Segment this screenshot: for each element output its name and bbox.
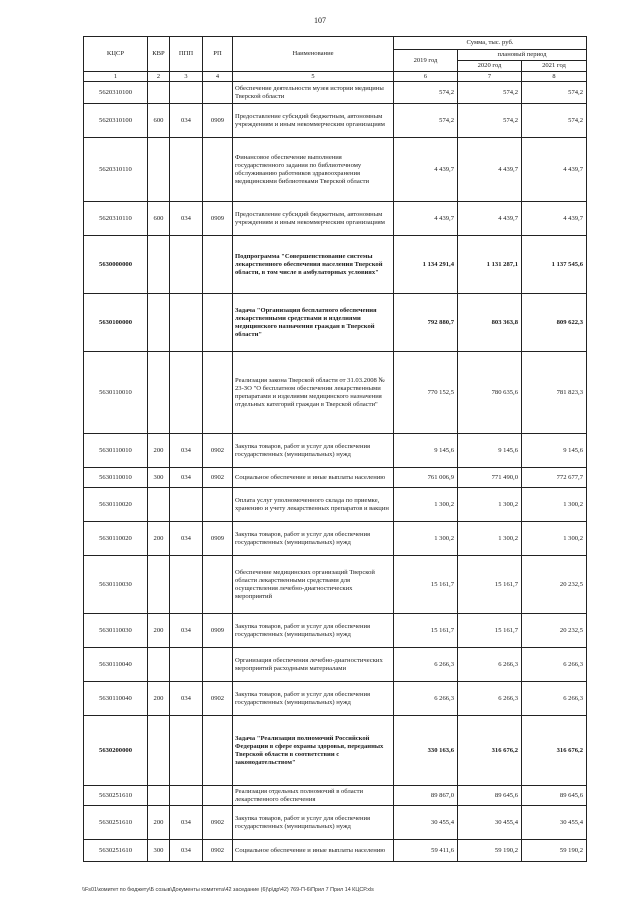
table-row	[84, 294, 587, 352]
cell-2019: 1 300,2	[394, 522, 458, 556]
table-row	[84, 556, 587, 614]
column-number: 4	[203, 72, 233, 82]
table-row	[84, 522, 587, 556]
cell-ppp	[170, 716, 203, 786]
cell-2020: 15 161,7	[458, 614, 522, 648]
cell-2021: 20 232,5	[522, 556, 587, 614]
cell-2021: 6 266,3	[522, 648, 587, 682]
cell-kcsr: 5620310110	[84, 138, 148, 202]
cell-ppp: 034	[170, 614, 203, 648]
cell-rp	[203, 294, 233, 352]
cell-name: Реализация отдельных полномочий в области лекарственного обеспечения	[233, 786, 394, 806]
cell-kvr	[148, 648, 170, 682]
cell-kcsr: 5620310100	[84, 82, 148, 104]
cell-ppp: 034	[170, 202, 203, 236]
cell-kvr: 200	[148, 434, 170, 468]
cell-rp	[203, 352, 233, 434]
cell-name: Обеспечение деятельности музея истории медицины Тверской области	[233, 82, 394, 104]
cell-ppp: 034	[170, 522, 203, 556]
cell-2020: 1 300,2	[458, 522, 522, 556]
cell-kvr: 600	[148, 202, 170, 236]
cell-kvr	[148, 786, 170, 806]
cell-kcsr: 5630110040	[84, 648, 148, 682]
cell-name: Задача "Реализация полномочий Российской Федерации в сфере охраны здоровья, переданных Тверской области в соответствии с законодательством"	[233, 716, 394, 786]
cell-rp	[203, 716, 233, 786]
cell-2020: 59 190,2	[458, 840, 522, 862]
cell-ppp: 034	[170, 682, 203, 716]
cell-2019: 6 266,3	[394, 648, 458, 682]
table-row	[84, 840, 587, 862]
cell-ppp: 034	[170, 840, 203, 862]
cell-name: Социальное обеспечение и иные выплаты населению	[233, 468, 394, 488]
cell-kvr	[148, 236, 170, 294]
cell-ppp	[170, 82, 203, 104]
cell-ppp	[170, 786, 203, 806]
cell-ppp: 034	[170, 434, 203, 468]
cell-2020: 30 455,4	[458, 806, 522, 840]
cell-kcsr: 5620310100	[84, 104, 148, 138]
cell-2019: 574,2	[394, 104, 458, 138]
cell-ppp: 034	[170, 806, 203, 840]
cell-2020: 4 439,7	[458, 138, 522, 202]
cell-kcsr: 5630110010	[84, 434, 148, 468]
cell-kcsr: 5620310110	[84, 202, 148, 236]
cell-kvr	[148, 488, 170, 522]
cell-2020: 803 363,8	[458, 294, 522, 352]
cell-kvr	[148, 138, 170, 202]
cell-2019: 330 163,6	[394, 716, 458, 786]
cell-ppp	[170, 556, 203, 614]
cell-2019: 15 161,7	[394, 614, 458, 648]
table-row	[84, 82, 587, 104]
cell-name: Финансовое обеспечение выполнения государственного задания по библиотечному обслуживанию работников здравоохранения медицинскими библиотеками Тверской области	[233, 138, 394, 202]
table-body	[84, 82, 587, 862]
cell-2021: 781 823,3	[522, 352, 587, 434]
cell-2021: 9 145,6	[522, 434, 587, 468]
cell-name: Задача "Организация бесплатного обеспечения лекарственными средствами и изделиями медицинского назначения граждан в Тверской области"	[233, 294, 394, 352]
cell-2019: 59 411,6	[394, 840, 458, 862]
cell-2019: 89 867,0	[394, 786, 458, 806]
cell-2019: 770 152,5	[394, 352, 458, 434]
cell-2021: 1 300,2	[522, 522, 587, 556]
header-2019: 2019 год	[394, 50, 458, 72]
cell-name: Подпрограмма "Совершенствование системы лекарственного обеспечения населения Тверской области, в том числе в амбулаторных условиях"	[233, 236, 394, 294]
table-row	[84, 806, 587, 840]
column-number: 1	[84, 72, 148, 82]
cell-2020: 89 645,6	[458, 786, 522, 806]
table-row	[84, 614, 587, 648]
table-row	[84, 352, 587, 434]
cell-rp	[203, 786, 233, 806]
cell-2019: 4 439,7	[394, 202, 458, 236]
cell-name: Предоставление субсидий бюджетным, автономным учреждениям и иным некоммерческим организациям	[233, 202, 394, 236]
cell-rp	[203, 236, 233, 294]
cell-2020: 780 635,6	[458, 352, 522, 434]
cell-rp	[203, 488, 233, 522]
cell-name: Обеспечение медицинских организаций Тверской области лекарственными средствами для осуществления лечебно-диагностических мероприятий	[233, 556, 394, 614]
header-ppp: ППП	[170, 37, 203, 72]
cell-name: Закупка товаров, работ и услуг для обеспечения государственных (муниципальных) нужд	[233, 434, 394, 468]
cell-kvr	[148, 556, 170, 614]
cell-2020: 15 161,7	[458, 556, 522, 614]
cell-2020: 1 300,2	[458, 488, 522, 522]
cell-kvr	[148, 716, 170, 786]
table-header	[84, 37, 587, 82]
table-row	[84, 468, 587, 488]
cell-kvr: 200	[148, 522, 170, 556]
cell-2019: 1 300,2	[394, 488, 458, 522]
cell-2020: 771 490,0	[458, 468, 522, 488]
budget-table	[83, 36, 587, 862]
table-row	[84, 434, 587, 468]
cell-kcsr: 5630251610	[84, 806, 148, 840]
cell-kvr: 600	[148, 104, 170, 138]
cell-name: Закупка товаров, работ и услуг для обеспечения государственных (муниципальных) нужд	[233, 614, 394, 648]
cell-rp: 0902	[203, 434, 233, 468]
cell-kvr: 300	[148, 468, 170, 488]
column-number: 8	[522, 72, 587, 82]
footer-file-path: \\Fs01\комитет по бюджету\Б созыв\Документы комитета\42 заседание (6)\р\др\42) 769-П-6\Прил 7 Прил 14 КЦСР.xls	[82, 887, 374, 893]
cell-2021: 809 622,3	[522, 294, 587, 352]
cell-2021: 20 232,5	[522, 614, 587, 648]
cell-rp: 0902	[203, 840, 233, 862]
cell-2019: 4 439,7	[394, 138, 458, 202]
header-2020: 2020 год	[458, 61, 522, 72]
cell-2019: 792 880,7	[394, 294, 458, 352]
cell-2019: 574,2	[394, 82, 458, 104]
cell-2019: 30 455,4	[394, 806, 458, 840]
cell-kvr: 200	[148, 614, 170, 648]
cell-name: Закупка товаров, работ и услуг для обеспечения государственных (муниципальных) нужд	[233, 806, 394, 840]
cell-2021: 4 439,7	[522, 202, 587, 236]
cell-rp: 0909	[203, 104, 233, 138]
cell-2021: 1 137 545,6	[522, 236, 587, 294]
column-number: 6	[394, 72, 458, 82]
header-2021: 2021 год	[522, 61, 587, 72]
cell-rp: 0902	[203, 682, 233, 716]
page-number: 107	[314, 16, 326, 25]
cell-ppp	[170, 294, 203, 352]
cell-2021: 6 266,3	[522, 682, 587, 716]
cell-kvr: 200	[148, 806, 170, 840]
cell-name: Социальное обеспечение и иные выплаты населению	[233, 840, 394, 862]
cell-2019: 761 006,9	[394, 468, 458, 488]
cell-kvr	[148, 352, 170, 434]
cell-kvr: 200	[148, 682, 170, 716]
table-row	[84, 138, 587, 202]
cell-name: Закупка товаров, работ и услуг для обеспечения государственных (муниципальных) нужд	[233, 682, 394, 716]
column-number: 7	[458, 72, 522, 82]
cell-kcsr: 5630100000	[84, 294, 148, 352]
cell-kcsr: 5630000000	[84, 236, 148, 294]
cell-kcsr: 5630110030	[84, 556, 148, 614]
cell-ppp	[170, 488, 203, 522]
cell-kvr: 300	[148, 840, 170, 862]
cell-2020: 316 676,2	[458, 716, 522, 786]
cell-kcsr: 5630110010	[84, 352, 148, 434]
cell-ppp: 034	[170, 468, 203, 488]
cell-2019: 9 145,6	[394, 434, 458, 468]
header-sum: Сумма, тыс. руб.	[394, 37, 587, 50]
cell-kcsr: 5630110020	[84, 488, 148, 522]
column-number: 2	[148, 72, 170, 82]
column-number: 5	[233, 72, 394, 82]
cell-kcsr: 5630251610	[84, 840, 148, 862]
cell-name: Предоставление субсидий бюджетным, автономным учреждениям и иным некоммерческим организациям	[233, 104, 394, 138]
table-row	[84, 716, 587, 786]
cell-rp: 0909	[203, 522, 233, 556]
cell-ppp	[170, 352, 203, 434]
cell-2021: 772 677,7	[522, 468, 587, 488]
cell-kcsr: 5630110020	[84, 522, 148, 556]
cell-rp	[203, 82, 233, 104]
cell-kvr	[148, 294, 170, 352]
header-rp: РП	[203, 37, 233, 72]
header-planned-period: плановый период	[458, 50, 587, 61]
cell-2019: 15 161,7	[394, 556, 458, 614]
cell-kcsr: 5630200000	[84, 716, 148, 786]
table-row	[84, 648, 587, 682]
table-row	[84, 202, 587, 236]
header-name: Наименование	[233, 37, 394, 72]
cell-kcsr: 5630110010	[84, 468, 148, 488]
cell-kcsr: 5630110040	[84, 682, 148, 716]
column-number: 3	[170, 72, 203, 82]
cell-2019: 6 266,3	[394, 682, 458, 716]
table-row	[84, 786, 587, 806]
cell-2021: 574,2	[522, 104, 587, 138]
cell-kcsr: 5630251610	[84, 786, 148, 806]
cell-2021: 59 190,2	[522, 840, 587, 862]
cell-rp: 0909	[203, 202, 233, 236]
cell-rp	[203, 556, 233, 614]
column-number-row	[84, 72, 587, 82]
cell-ppp	[170, 236, 203, 294]
table-row	[84, 236, 587, 294]
cell-2021: 574,2	[522, 82, 587, 104]
cell-rp: 0909	[203, 614, 233, 648]
cell-kcsr: 5630110030	[84, 614, 148, 648]
table-row	[84, 488, 587, 522]
header-kvr: КВР	[148, 37, 170, 72]
cell-name: Организация обеспечения лечебно-диагностических мероприятий расходными материалами	[233, 648, 394, 682]
cell-2021: 89 645,6	[522, 786, 587, 806]
cell-2020: 9 145,6	[458, 434, 522, 468]
cell-rp	[203, 648, 233, 682]
cell-name: Оплата услуг уполномоченного склада по приемке, хранению и учету лекарственных препаратов и вакцин	[233, 488, 394, 522]
cell-2020: 574,2	[458, 82, 522, 104]
cell-2020: 4 439,7	[458, 202, 522, 236]
cell-name: Реализация закона Тверской области от 31.03.2008 № 23-ЗО "О бесплатном обеспечении лекарственными препаратами и изделиями медицинского назначения отдельных категорий граждан в Тверской области"	[233, 352, 394, 434]
table-row	[84, 682, 587, 716]
table-row	[84, 104, 587, 138]
cell-ppp	[170, 138, 203, 202]
cell-2021: 4 439,7	[522, 138, 587, 202]
cell-2020: 6 266,3	[458, 648, 522, 682]
cell-2021: 1 300,2	[522, 488, 587, 522]
cell-ppp: 034	[170, 104, 203, 138]
cell-rp: 0902	[203, 468, 233, 488]
cell-2020: 574,2	[458, 104, 522, 138]
cell-2020: 1 131 287,1	[458, 236, 522, 294]
cell-rp	[203, 138, 233, 202]
cell-name: Закупка товаров, работ и услуг для обеспечения государственных (муниципальных) нужд	[233, 522, 394, 556]
cell-kvr	[148, 82, 170, 104]
cell-2019: 1 134 291,4	[394, 236, 458, 294]
cell-2021: 316 676,2	[522, 716, 587, 786]
cell-rp: 0902	[203, 806, 233, 840]
cell-2021: 30 455,4	[522, 806, 587, 840]
cell-ppp	[170, 648, 203, 682]
header-kcsr: КЦСР	[84, 37, 148, 72]
cell-2020: 6 266,3	[458, 682, 522, 716]
